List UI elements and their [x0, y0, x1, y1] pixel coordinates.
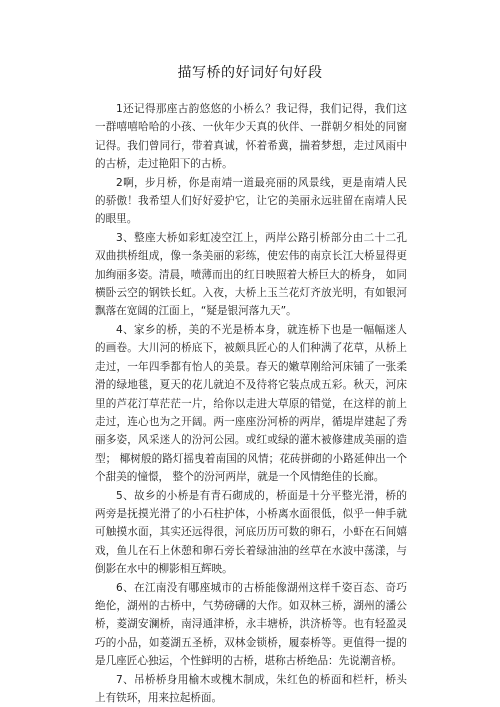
paragraph-3: 3、整座大桥如彩虹凌空江上，两岸公路引桥部分由二十二孔双曲拱桥组成，像一条美丽的彩练，使宏伟的南京长江大桥显得更加绚丽多姿。清晨，喷薄而出的红日映照着大桥巨大的桥身， 如同横卧云空的钢铁长虹。入夜，大桥上玉兰花灯齐放光明，有如银河飘落在宽阔的江面上，“疑是银河落九天”。 — [95, 231, 407, 318]
document-title: 描写桥的好词好句好段 — [177, 65, 323, 81]
paragraph-5: 5、故乡的小桥是有青石砌成的，桥面是十分平整光滑，桥的两旁是抚摸光滑了的小石柱护体，小桥离水面很低，似乎一伸手就可触摸水面，其实还远得很，河底历历可数的卵石，小虾在石间嬉戏，鱼儿在石上休憩和卵石旁长着绿油油的丝草在水波中荡漾，与倒影在水中的柳影相互辉映。 — [95, 489, 407, 576]
paragraph-1: 1还记得那座古韵悠悠的小桥么？我记得，我们记得，我们这一群嘻嘻哈哈的小孩、一伙年少天真的伙伴、一群朝夕相处的同窗记得。我们曾同行，带着真诚，怀着希冀，揣着梦想，走过风雨中的古桥，走过艳阳下的古桥。 — [95, 103, 407, 171]
paragraph-2: 2啊，步月桥，你是南靖一道最亮丽的风景线，更是南靖人民的骄傲！我希望人们好好爱护它，让它的美丽永远驻留在南靖人民的眼里。 — [95, 176, 407, 226]
paragraph-4: 4、家乡的桥，美的不光是桥本身，就连桥下也是一幅幅迷人的画卷。大川河的桥底下，被颇具匠心的人们种满了花草，从桥上走过，一年四季都有怡人的美景。春天的嫩草刚给河床铺了一张柔滑的绿地毯，夏天的花儿就迫不及待将它装点成五彩。秋天，河床里的芦花汀草茫茫一片，给你以走进大草原的错觉，在这样的前上走过，连心也为之开阔。两一座座汾河桥的两岸，循堤岸建起了秀丽多姿，风采迷人的汾河公园。或红或绿的灌木被修建成美丽的造型； 椰树般的路灯摇曳着南国的风情；花砖拼砌的小路延伸出一个个甜美的憧憬， 整个的汾河两岸，就是一个风情绝佳的长廊。 — [95, 323, 407, 484]
paragraph-7: 7、吊桥桥身用榆木或槐木制成，朱红色的桥面和栏杆，桥头上有铁环，用来拉起桥面。 — [95, 673, 407, 704]
document-body — [95, 100, 407, 707]
paragraph-6: 6、在江南没有哪座城市的古桥能像湖州这样千姿百态、奇巧绝伦，湖州的古桥中，气势磅礴的大作。如双林三桥，湖州的潘公桥，菱湖安澜桥，南浔通津桥，永丰塘桥，洪济桥等。也有轻盈灵巧的小品，如菱湖五圣桥，双林金锁桥，履泰桥等。更值得一提的是几座匠心独运，个性鲜明的古桥，堪称古桥绝品：先说潮音桥。 — [95, 581, 407, 668]
